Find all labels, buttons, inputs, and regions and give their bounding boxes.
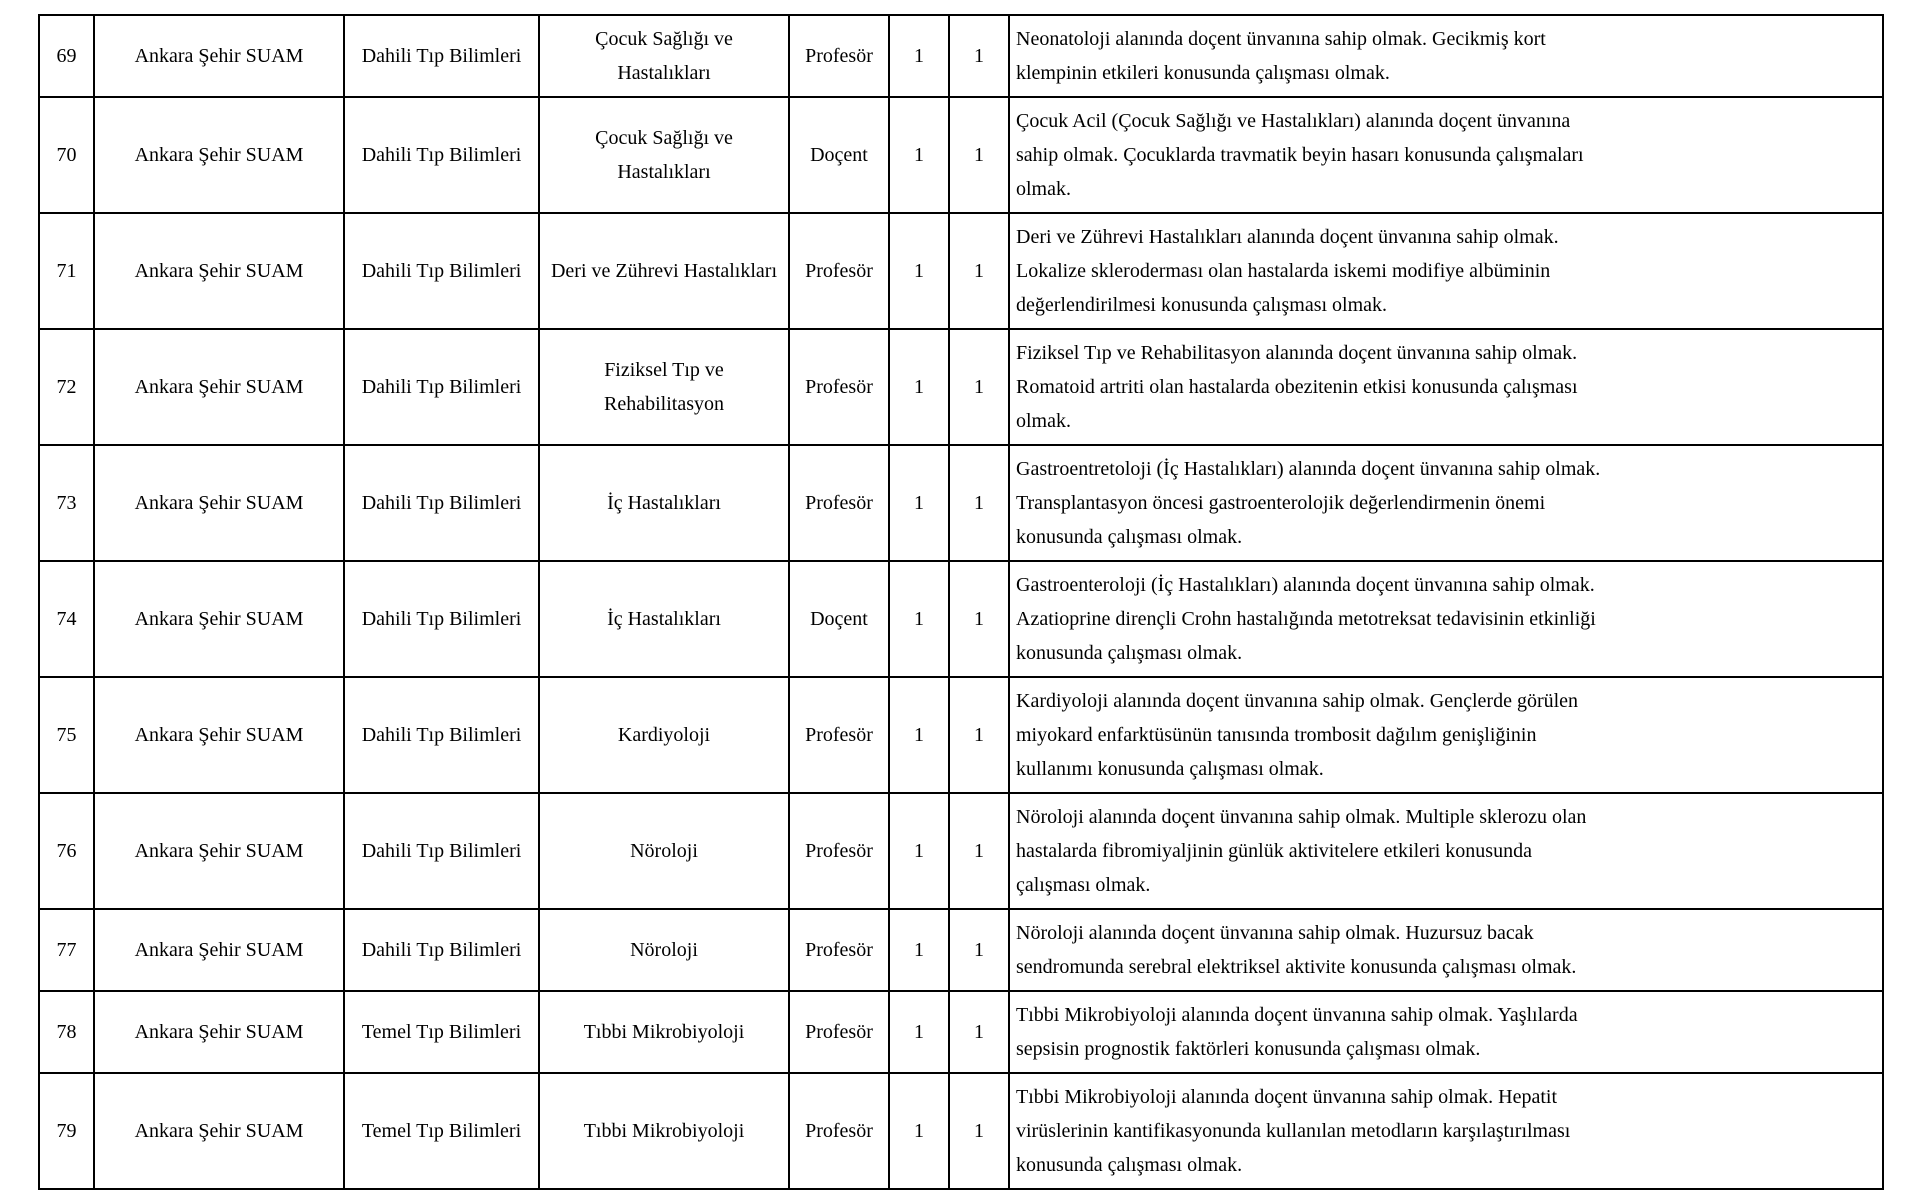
institution-cell: Ankara Şehir SUAM bbox=[94, 991, 344, 1073]
description-cell: Tıbbi Mikrobiyoloji alanında doçent ünvanına sahip olmak. Yaşlılarda sepsisin prognostik faktörleri konusunda çalışması olmak. bbox=[1009, 991, 1883, 1073]
table-body bbox=[39, 15, 1883, 1189]
row-number-cell: 70 bbox=[39, 97, 94, 213]
department-cell: Temel Tıp Bilimleri bbox=[344, 991, 539, 1073]
table-row bbox=[39, 213, 1883, 329]
department-cell: Dahili Tıp Bilimleri bbox=[344, 909, 539, 991]
department-cell: Dahili Tıp Bilimleri bbox=[344, 445, 539, 561]
count-cell: 1 bbox=[949, 909, 1009, 991]
institution-cell: Ankara Şehir SUAM bbox=[94, 213, 344, 329]
academic-title-cell: Profesör bbox=[789, 677, 889, 793]
row-number-cell: 79 bbox=[39, 1073, 94, 1189]
description-cell: Gastroenteroloji (İç Hastalıkları) alanında doçent ünvanına sahip olmak. Azatioprine dirençli Crohn hastalığında metotreksat tedavisinin etkinliği konusunda çalışması olmak. bbox=[1009, 561, 1883, 677]
description-cell: Kardiyoloji alanında doçent ünvanına sahip olmak. Gençlerde görülen miyokard enfarktüsünün tanısında trombosit dağılım genişliğinin kullanımı konusunda çalışması olmak. bbox=[1009, 677, 1883, 793]
branch-cell: Çocuk Sağlığı ve Hastalıkları bbox=[539, 97, 789, 213]
count-cell: 1 bbox=[949, 213, 1009, 329]
description-cell: Deri ve Zührevi Hastalıkları alanında doçent ünvanına sahip olmak. Lokalize skleroderması olan hastalarda iskemi modifiye albüminin değerlendirilmesi konusunda çalışması olmak. bbox=[1009, 213, 1883, 329]
branch-cell: Nöroloji bbox=[539, 909, 789, 991]
institution-cell: Ankara Şehir SUAM bbox=[94, 15, 344, 97]
academic-title-cell: Profesör bbox=[789, 991, 889, 1073]
row-number-cell: 76 bbox=[39, 793, 94, 909]
table-row bbox=[39, 991, 1883, 1073]
academic-title-cell: Doçent bbox=[789, 561, 889, 677]
institution-cell: Ankara Şehir SUAM bbox=[94, 677, 344, 793]
department-cell: Dahili Tıp Bilimleri bbox=[344, 561, 539, 677]
branch-cell: Nöroloji bbox=[539, 793, 789, 909]
department-cell: Dahili Tıp Bilimleri bbox=[344, 329, 539, 445]
row-number-cell: 71 bbox=[39, 213, 94, 329]
row-number-cell: 73 bbox=[39, 445, 94, 561]
description-cell: Tıbbi Mikrobiyoloji alanında doçent ünvanına sahip olmak. Hepatit virüslerinin kantifikasyonunda kullanılan metodların karşılaştırılması konusunda çalışması olmak. bbox=[1009, 1073, 1883, 1189]
grade-cell: 1 bbox=[889, 329, 949, 445]
count-cell: 1 bbox=[949, 1073, 1009, 1189]
department-cell: Dahili Tıp Bilimleri bbox=[344, 97, 539, 213]
row-number-cell: 69 bbox=[39, 15, 94, 97]
department-cell: Dahili Tıp Bilimleri bbox=[344, 793, 539, 909]
count-cell: 1 bbox=[949, 561, 1009, 677]
description-cell: Nöroloji alanında doçent ünvanına sahip olmak. Multiple sklerozu olan hastalarda fibromiyaljinin günlük aktivitelere etkileri konusunda çalışması olmak. bbox=[1009, 793, 1883, 909]
institution-cell: Ankara Şehir SUAM bbox=[94, 329, 344, 445]
count-cell: 1 bbox=[949, 991, 1009, 1073]
grade-cell: 1 bbox=[889, 561, 949, 677]
branch-cell: Çocuk Sağlığı ve Hastalıkları bbox=[539, 15, 789, 97]
grade-cell: 1 bbox=[889, 15, 949, 97]
institution-cell: Ankara Şehir SUAM bbox=[94, 909, 344, 991]
institution-cell: Ankara Şehir SUAM bbox=[94, 561, 344, 677]
academic-positions-table bbox=[38, 14, 1884, 1190]
description-cell: Neonatoloji alanında doçent ünvanına sahip olmak. Gecikmiş kort klempinin etkileri konusunda çalışması olmak. bbox=[1009, 15, 1883, 97]
branch-cell: İç Hastalıkları bbox=[539, 561, 789, 677]
count-cell: 1 bbox=[949, 15, 1009, 97]
academic-title-cell: Profesör bbox=[789, 213, 889, 329]
academic-title-cell: Doçent bbox=[789, 97, 889, 213]
count-cell: 1 bbox=[949, 97, 1009, 213]
academic-title-cell: Profesör bbox=[789, 909, 889, 991]
row-number-cell: 72 bbox=[39, 329, 94, 445]
grade-cell: 1 bbox=[889, 445, 949, 561]
description-cell: Fiziksel Tıp ve Rehabilitasyon alanında doçent ünvanına sahip olmak. Romatoid artriti olan hastalarda obezitenin etkisi konusunda çalışması olmak. bbox=[1009, 329, 1883, 445]
department-cell: Dahili Tıp Bilimleri bbox=[344, 677, 539, 793]
academic-title-cell: Profesör bbox=[789, 793, 889, 909]
count-cell: 1 bbox=[949, 329, 1009, 445]
table-row bbox=[39, 445, 1883, 561]
institution-cell: Ankara Şehir SUAM bbox=[94, 97, 344, 213]
grade-cell: 1 bbox=[889, 213, 949, 329]
table-row bbox=[39, 97, 1883, 213]
table-row bbox=[39, 561, 1883, 677]
grade-cell: 1 bbox=[889, 1073, 949, 1189]
description-cell: Nöroloji alanında doçent ünvanına sahip olmak. Huzursuz bacak sendromunda serebral elektriksel aktivite konusunda çalışması olmak. bbox=[1009, 909, 1883, 991]
academic-title-cell: Profesör bbox=[789, 329, 889, 445]
description-cell: Gastroentretoloji (İç Hastalıkları) alanında doçent ünvanına sahip olmak. Transplantasyon öncesi gastroenterolojik değerlendirmenin önemi konusunda çalışması olmak. bbox=[1009, 445, 1883, 561]
grade-cell: 1 bbox=[889, 97, 949, 213]
grade-cell: 1 bbox=[889, 909, 949, 991]
grade-cell: 1 bbox=[889, 677, 949, 793]
grade-cell: 1 bbox=[889, 991, 949, 1073]
table-row bbox=[39, 329, 1883, 445]
academic-title-cell: Profesör bbox=[789, 445, 889, 561]
count-cell: 1 bbox=[949, 793, 1009, 909]
row-number-cell: 78 bbox=[39, 991, 94, 1073]
branch-cell: İç Hastalıkları bbox=[539, 445, 789, 561]
department-cell: Dahili Tıp Bilimleri bbox=[344, 15, 539, 97]
branch-cell: Fiziksel Tıp ve Rehabilitasyon bbox=[539, 329, 789, 445]
table-row bbox=[39, 793, 1883, 909]
branch-cell: Tıbbi Mikrobiyoloji bbox=[539, 991, 789, 1073]
academic-title-cell: Profesör bbox=[789, 15, 889, 97]
row-number-cell: 77 bbox=[39, 909, 94, 991]
count-cell: 1 bbox=[949, 445, 1009, 561]
department-cell: Temel Tıp Bilimleri bbox=[344, 1073, 539, 1189]
grade-cell: 1 bbox=[889, 793, 949, 909]
row-number-cell: 75 bbox=[39, 677, 94, 793]
row-number-cell: 74 bbox=[39, 561, 94, 677]
department-cell: Dahili Tıp Bilimleri bbox=[344, 213, 539, 329]
table-row bbox=[39, 677, 1883, 793]
institution-cell: Ankara Şehir SUAM bbox=[94, 445, 344, 561]
count-cell: 1 bbox=[949, 677, 1009, 793]
description-cell: Çocuk Acil (Çocuk Sağlığı ve Hastalıkları) alanında doçent ünvanına sahip olmak. Çocuklarda travmatik beyin hasarı konusunda çalışmaları olmak. bbox=[1009, 97, 1883, 213]
branch-cell: Deri ve Zührevi Hastalıkları bbox=[539, 213, 789, 329]
table-row bbox=[39, 15, 1883, 97]
branch-cell: Kardiyoloji bbox=[539, 677, 789, 793]
academic-title-cell: Profesör bbox=[789, 1073, 889, 1189]
institution-cell: Ankara Şehir SUAM bbox=[94, 1073, 344, 1189]
table-row bbox=[39, 909, 1883, 991]
institution-cell: Ankara Şehir SUAM bbox=[94, 793, 344, 909]
table-row bbox=[39, 1073, 1883, 1189]
branch-cell: Tıbbi Mikrobiyoloji bbox=[539, 1073, 789, 1189]
